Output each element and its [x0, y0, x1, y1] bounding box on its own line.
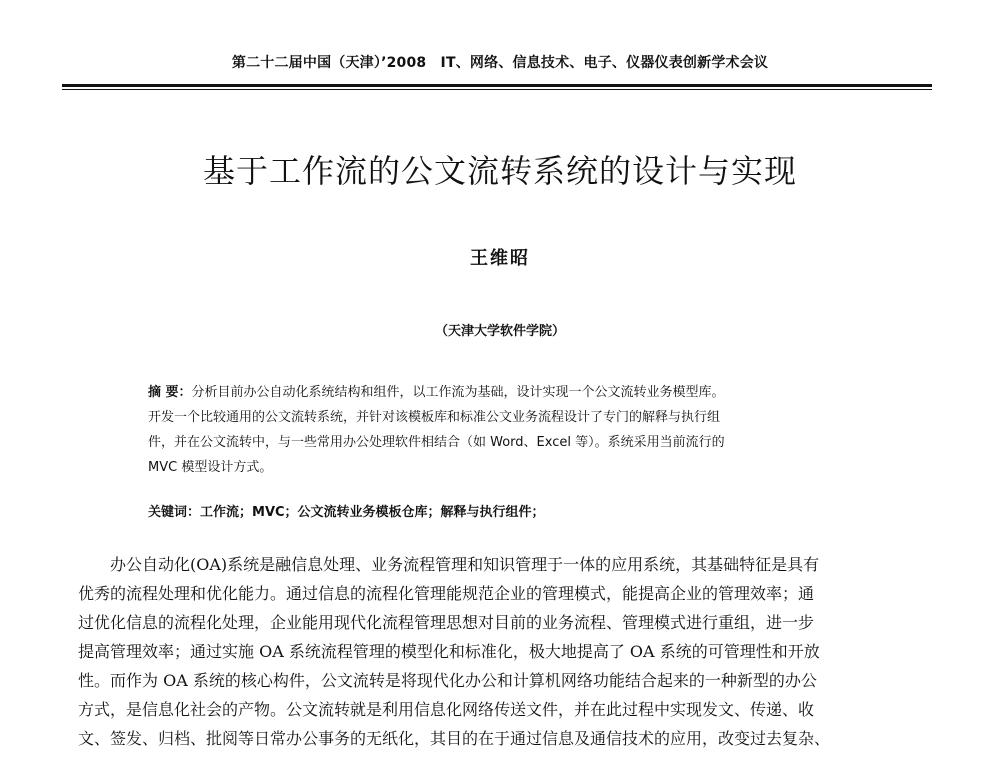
header-rule [62, 84, 932, 87]
keywords [148, 500, 848, 525]
paper-title: 基于工作流的公文流转系统的设计与实现 [202, 152, 797, 190]
body-line: 文、签发、归档、批阅等日常办公事务的无纸化，其目的在于通过信息及通信技术的应用，改变过去复杂、 [78, 729, 831, 748]
running-header: 第二十二届中国（天津）’2008 IT、网络、信息技术、电子、仪器仪表创新学术会议 [231, 55, 769, 71]
body-line: 办公自动化(OA)系统是融信息处理、业务流程管理和知识管理于一体的应用系统，其基础特征是具有 [110, 555, 820, 574]
body-line: 方式，是信息化社会的产物。公文流转就是利用信息化网络传送文件，并在此过程中实现发文、传递、收 [78, 700, 815, 719]
author-affiliation: （天津大学软件学院） [434, 324, 565, 339]
body-line: 过优化信息的流程化处理，企业能用现代化流程管理思想对目前的业务流程、管理模式进行重组，进一步 [78, 613, 815, 632]
abstract-line: 开发一个比较通用的公文流转系统，并针对该模板库和标准公文业务流程设计了专门的解释与执行组 [148, 410, 721, 425]
abstract-line: MVC 模型设计方式。 [148, 460, 273, 475]
abstract-text: 分析目前办公自动化系统结构和组件，以工作流为基础，设计实现一个公文流转业务模型库。 [191, 385, 725, 400]
abstract-label: 摘 要： [148, 385, 192, 400]
abstract [148, 380, 848, 480]
keywords-label: 关键词： [148, 505, 201, 520]
abstract-line: 件，并在公文流转中，与一些常用办公处理软件相结合（如 Word、Excel 等）。系统采用当前流行的 [148, 435, 725, 450]
keywords-text: 工作流；MVC；公文流转业务模板仓库；解释与执行组件； [200, 505, 545, 520]
header-rule-thin [62, 89, 932, 90]
paper-author: 王维昭 [470, 248, 530, 269]
body-line: 提高管理效率；通过实施 OA 系统流程管理的模型化和标准化，极大地提高了 OA 系统的可管理性和开放 [78, 642, 820, 661]
abstract-line [148, 380, 848, 405]
body-paragraph [78, 550, 938, 753]
body-line: 性。而作为 OA 系统的核心构件，公文流转是将现代化办公和计算机网络功能结合起来的一种新型的办公 [78, 671, 817, 690]
body-line: 优秀的流程处理和优化能力。通过信息的流程化管理能规范企业的管理模式，能提高企业的管理效率；通 [78, 584, 815, 603]
